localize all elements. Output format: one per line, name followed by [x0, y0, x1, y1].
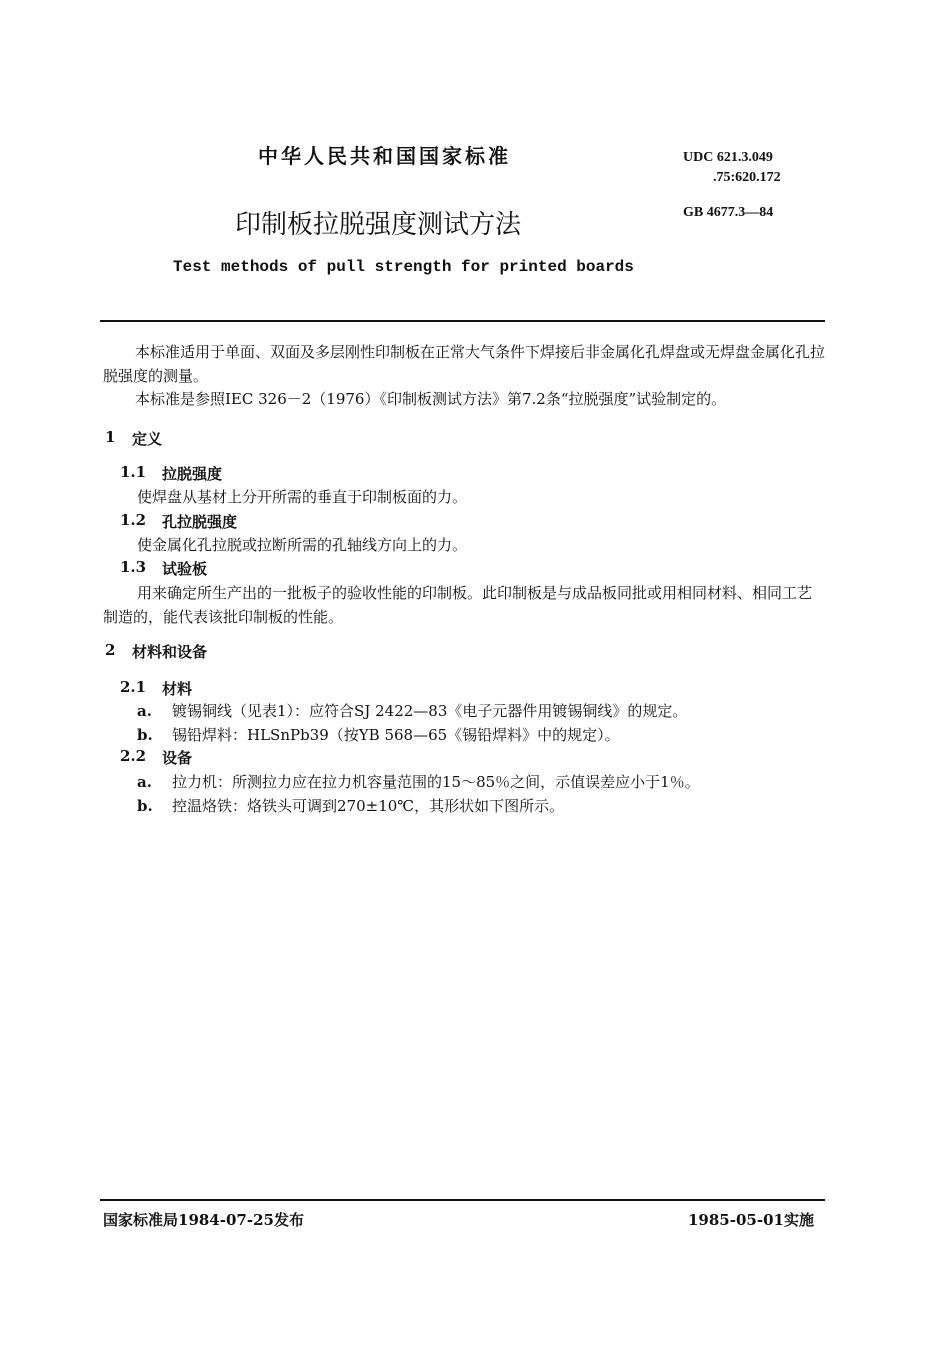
clause-1-3-number: 1.3	[120, 558, 147, 576]
clause-2-1-number: 2.1	[120, 678, 147, 696]
clause-1-1-number: 1.1	[120, 463, 147, 481]
clause-1-3-title: 试验板	[162, 560, 208, 578]
document-title-cn: 印制板拉脱强度测试方法	[235, 210, 522, 240]
section-2-number: 2	[105, 641, 116, 659]
item-2-1-a-label: a.	[137, 702, 152, 720]
clause-1-1-text: 使焊盘从基材上分开所需的垂直于印制板面的力。	[137, 488, 468, 506]
effective-date: 1985-05-01实施	[688, 1211, 814, 1229]
clause-2-2-title: 设备	[162, 749, 193, 767]
clause-2-1-title: 材料	[162, 680, 193, 698]
item-2-2-b-label: b.	[137, 797, 153, 815]
gb-standard-number: GB 4677.3—84	[683, 205, 774, 220]
item-2-2-a-text: 拉力机：所测拉力应在拉力机容量范围的15～85％之间，示值误差应小于1％。	[172, 773, 700, 791]
item-2-1-b-text: 锡铅焊料：HLSnPb39（按YB 568—65《锡铅焊料》中的规定）。	[172, 726, 620, 744]
section-1-number: 1	[105, 428, 116, 446]
item-2-1-b-label: b.	[137, 726, 153, 744]
issue-date: 国家标准局1984-07-25发布	[103, 1211, 304, 1229]
section-2-title: 材料和设备	[132, 643, 208, 661]
udc-code: UDC 621.3.049	[683, 150, 773, 165]
item-2-2-a-label: a.	[137, 773, 152, 791]
item-2-2-b-text: 控温烙铁：烙铁头可调到270±10℃，其形状如下图所示。	[172, 797, 565, 815]
standard-organization: 中华人民共和国国家标准	[258, 144, 511, 168]
udc-code-continued: .75:620.172	[713, 170, 781, 185]
clause-1-2-number: 1.2	[120, 511, 147, 529]
header-divider	[100, 320, 825, 322]
scope-paragraph: 本标准适用于单面、双面及多层刚性印制板在正常大气条件下焊接后非金属化孔焊盘或无焊盘金属化孔拉脱强度的测量。	[103, 343, 826, 385]
clause-2-2-number: 2.2	[120, 747, 147, 765]
item-2-1-a-text: 镀锡铜线（见表1）：应符合SJ 2422—83《电子元器件用镀锡铜线》的规定。	[172, 702, 688, 720]
clause-1-3-text: 用来确定所生产出的一批板子的验收性能的印制板。此印制板是与成品板同批或用相同材料、相同工艺制造的，能代表该批印制板的性能。	[103, 584, 813, 626]
clause-1-2-text: 使金属化孔拉脱或拉断所需的孔轴线方向上的力。	[137, 536, 468, 554]
clause-1-2-title: 孔拉脱强度	[162, 513, 238, 531]
footer-divider	[100, 1199, 825, 1201]
clause-1-1-title: 拉脱强度	[162, 465, 223, 483]
reference-paragraph: 本标准是参照IEC 326－2（1976）《印制板测试方法》第7.2条“拉脱强度”试验制定的。	[135, 390, 727, 408]
section-1-title: 定义	[132, 430, 163, 448]
document-title-en: Test methods of pull strength for printed boards	[173, 258, 634, 276]
